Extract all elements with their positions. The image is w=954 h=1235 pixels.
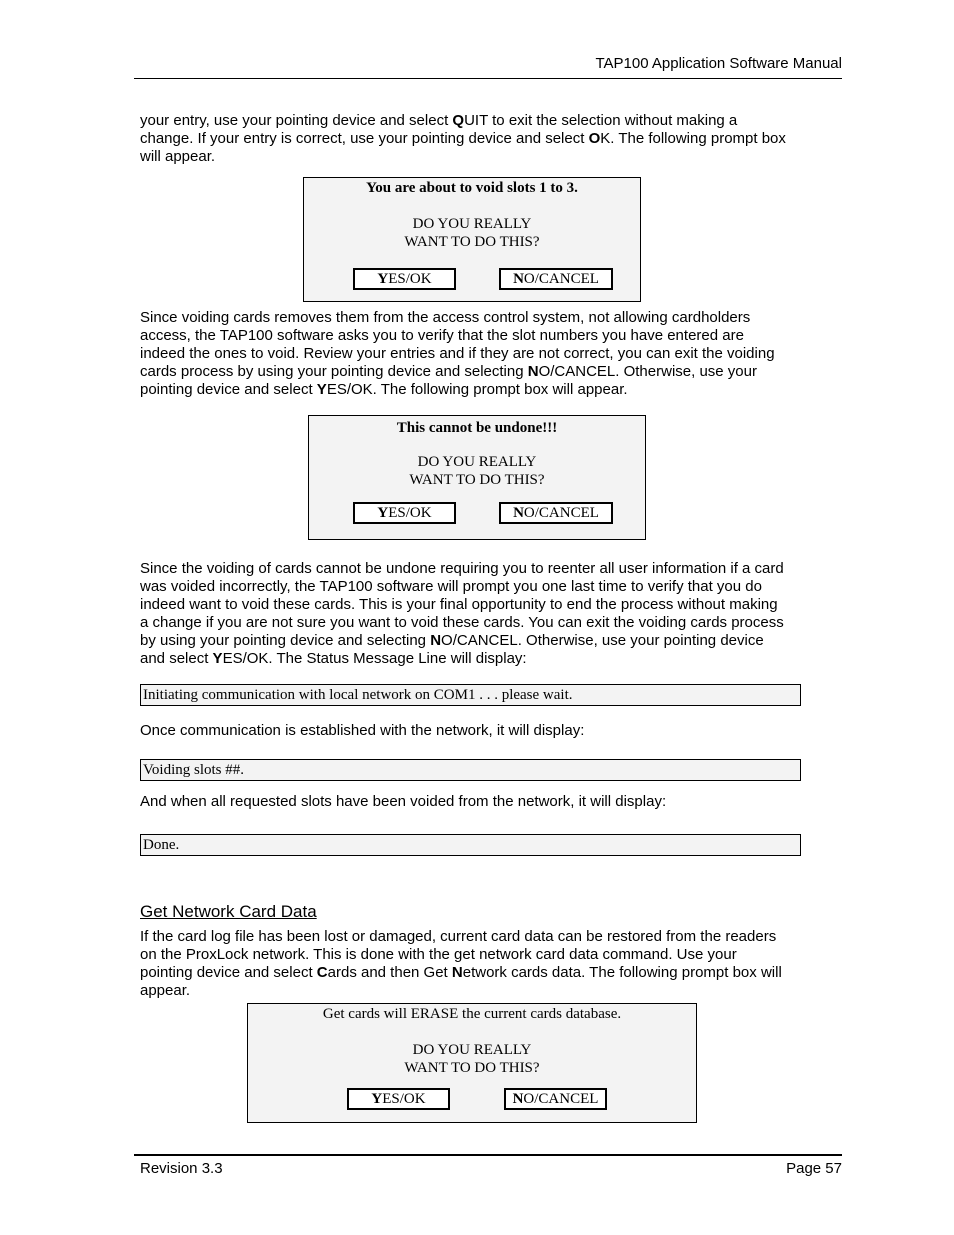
final-confirm-paragraph: Since the voiding of cards cannot be undone requiring you to reenter all user information if a card was voided incorrectly, the TAP100 software will prompt you one last time to verify that you do indeed want to void these cards. This is your final opportunity to end the process without making a change if you are not sure you want to void these cards. You can exit the voiding cards process by using your pointing device and selecting NO/CANCEL. Otherwise, use your pointing device and select YES/OK. The Status Message Line will display: xyxy=(140,560,784,667)
yes-ok-button[interactable]: YES/OK xyxy=(353,502,456,524)
intro-paragraph: your entry, use your pointing device and select QUIT to exit the selection without making a change. If your entry is correct, use your pointing device and select OK. The following prompt box will appear. xyxy=(140,112,786,165)
status-message-line: Done. xyxy=(140,834,801,856)
prompt-title: This cannot be undone!!! xyxy=(396,420,558,436)
prompt-question-line2: WANT TO DO THIS? xyxy=(404,1060,540,1076)
prompt-question-line1: DO YOU REALLY xyxy=(417,454,537,470)
void-slots-prompt-box xyxy=(303,177,641,302)
yes-ok-button[interactable]: YES/OK xyxy=(347,1088,450,1110)
prompt-title: Get cards will ERASE the current cards database. xyxy=(322,1006,622,1022)
status-message-line: Voiding slots ##. xyxy=(140,759,801,781)
prompt-question-line1: DO YOU REALLY xyxy=(412,216,532,232)
cannot-undo-prompt-box xyxy=(308,415,646,540)
prompt-title: You are about to void slots 1 to 3. xyxy=(366,180,578,196)
footer-rule xyxy=(134,1154,842,1156)
prompt-question-line2: WANT TO DO THIS? xyxy=(404,234,540,250)
status-message-line: Initiating communication with local network on COM1 . . . please wait. xyxy=(140,684,801,706)
footer-revision: Revision 3.3 xyxy=(140,1160,223,1177)
footer-page-number: Page 57 xyxy=(786,1160,842,1177)
page-header-title: TAP100 Application Software Manual xyxy=(595,55,842,72)
verify-paragraph: Since voiding cards removes them from the access control system, not allowing cardholders access, the TAP100 software asks you to verify that the slot numbers you have entered are indeed the ones to void. Review your entries and if they are not correct, you can exit the voiding cards process by using your pointing device and selecting NO/CANCEL. Otherwise, use your pointing device and select YES/OK. The following prompt box will appear. xyxy=(140,309,775,398)
prompt-question-line2: WANT TO DO THIS? xyxy=(409,472,545,488)
established-paragraph: Once communication is established with the network, it will display: xyxy=(140,722,585,739)
no-cancel-button[interactable]: NO/CANCEL xyxy=(499,268,613,290)
section-heading: Get Network Card Data xyxy=(140,902,317,921)
header-rule xyxy=(134,78,842,79)
prompt-question-line1: DO YOU REALLY xyxy=(412,1042,532,1058)
voided-paragraph: And when all requested slots have been voided from the network, it will display: xyxy=(140,793,667,810)
get-cards-paragraph: If the card log file has been lost or damaged, current card data can be restored from the readers on the ProxLock network. This is done with the get network card data command. Use your pointing device and select Cards and then Get Network cards data. The following prompt box will appear. xyxy=(140,928,782,999)
yes-ok-button[interactable]: YES/OK xyxy=(353,268,456,290)
no-cancel-button[interactable]: NO/CANCEL xyxy=(504,1088,607,1110)
get-cards-prompt-box xyxy=(247,1003,697,1123)
no-cancel-button[interactable]: NO/CANCEL xyxy=(499,502,613,524)
